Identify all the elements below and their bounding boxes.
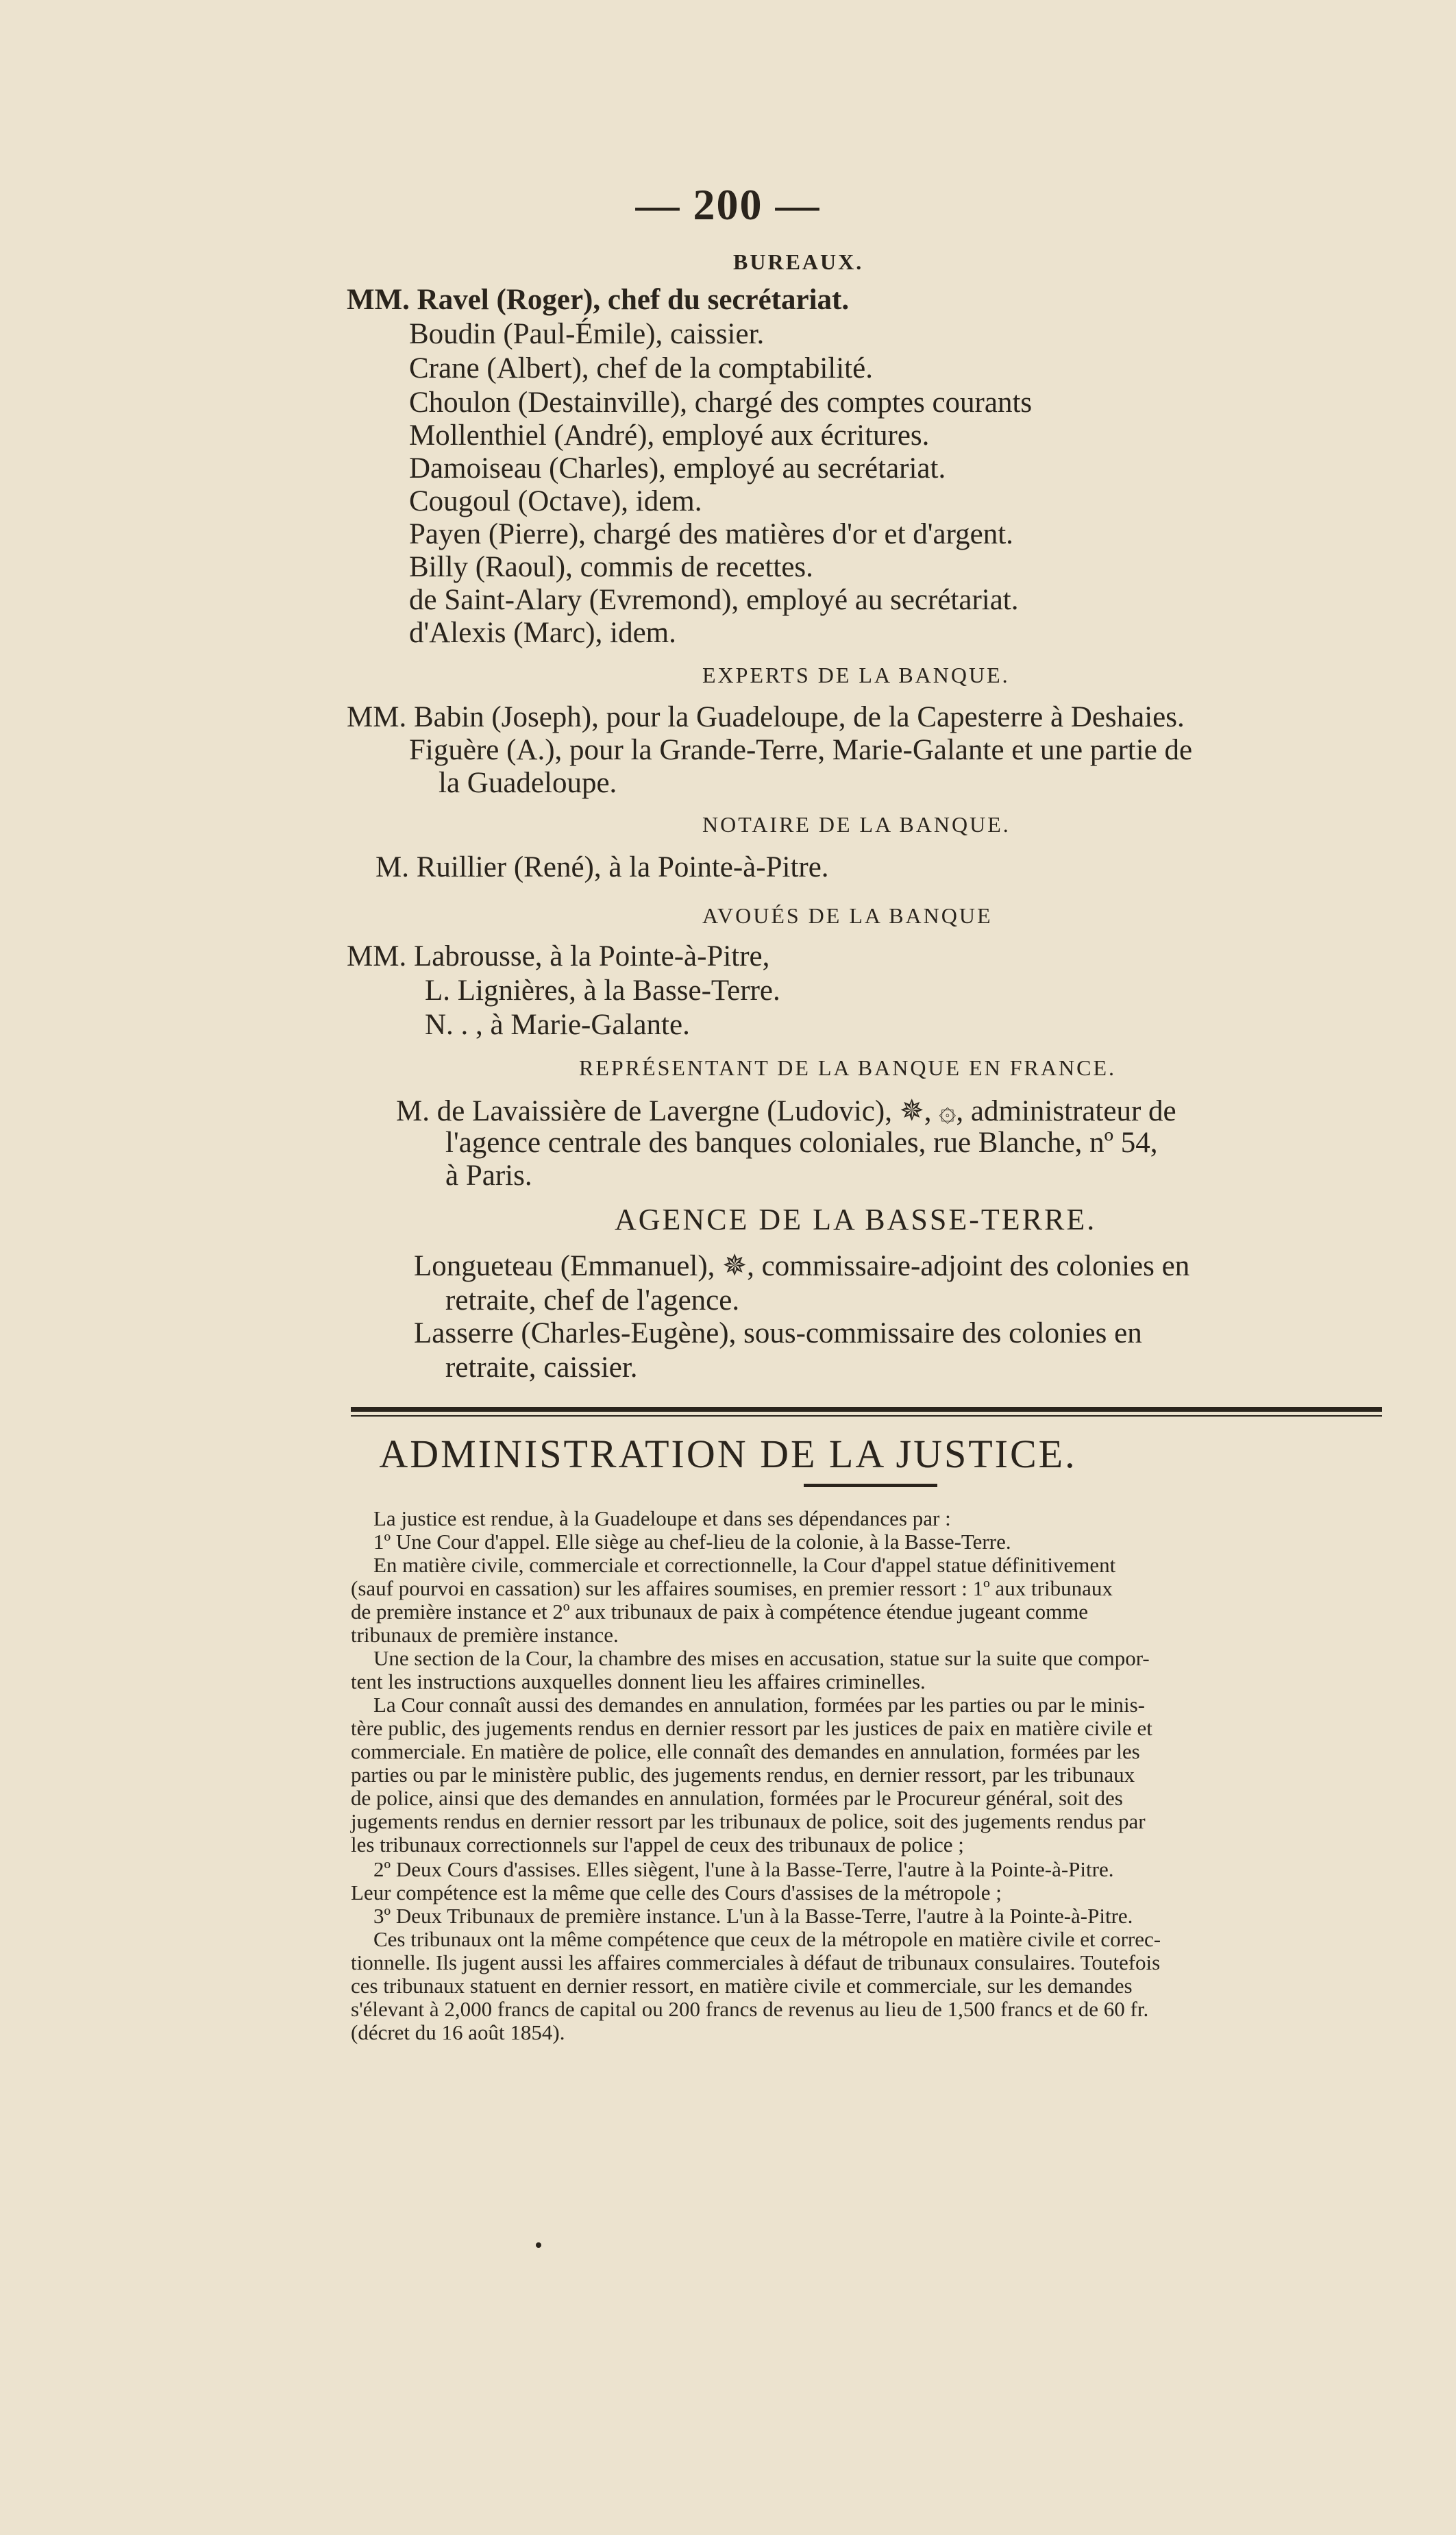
- text-line: à Paris.: [445, 1160, 532, 1192]
- section-heading-notaire: NOTAIRE DE LA BANQUE.: [702, 812, 1011, 837]
- text-line: tère public, des jugements rendus en dernier ressort par les justices de paix en matière civile et: [351, 1716, 1152, 1740]
- text-line: retraite, caissier.: [445, 1351, 638, 1384]
- section-heading-agence: AGENCE DE LA BASSE-TERRE.: [615, 1203, 1097, 1236]
- text-line: tent les instructions auxquelles donnent lieu les affaires criminelles.: [351, 1669, 926, 1693]
- text-line: retraite, chef de l'agence.: [445, 1284, 740, 1317]
- text-line: les tribunaux correctionnels sur l'appel de ceux des tribunaux de police ;: [351, 1833, 964, 1857]
- text-line: Cougoul (Octave), idem.: [409, 485, 702, 517]
- text-line: Choulon (Destainville), chargé des comptes courants: [409, 387, 1033, 419]
- title-underline: [804, 1484, 937, 1487]
- text-line: (décret du 16 août 1854).: [351, 2020, 565, 2044]
- text-line: ces tribunaux statuent en dernier ressort, en matière civile et commerciale, sur les demandes: [351, 1974, 1133, 1998]
- section-heading-experts: EXPERTS DE LA BANQUE.: [702, 663, 1010, 687]
- text-line: Figuère (A.), pour la Grande-Terre, Marie-Galante et une partie de: [409, 734, 1193, 766]
- section-heading-bureaux: BUREAUX.: [733, 249, 864, 274]
- text-line: s'élevant à 2,000 francs de capital ou 200 francs de revenus au lieu de 1,500 francs et de 60 fr.: [351, 1997, 1149, 2021]
- section-divider-thin: [351, 1415, 1382, 1417]
- text-line: jugements rendus en dernier ressort par les tribunaux de police, soit des jugements rendus par: [351, 1809, 1146, 1833]
- text-line: la Guadeloupe.: [439, 767, 617, 799]
- ink-speck: [536, 2242, 541, 2248]
- text-line: Leur compétence est la même que celle des Cours d'assises de la métropole ;: [351, 1881, 1002, 1905]
- text-line: (sauf pourvoi en cassation) sur les affaires soumises, en premier ressort : 1º aux tribunaux: [351, 1576, 1113, 1600]
- text-line: d'Alexis (Marc), idem.: [409, 617, 676, 649]
- text-line: Une section de la Cour, la chambre des mises en accusation, statue sur la suite que compor-: [373, 1646, 1150, 1670]
- section-heading-representant: REPRÉSENTANT DE LA BANQUE EN FRANCE.: [579, 1055, 1116, 1080]
- text-line: Billy (Raoul), commis de recettes.: [409, 551, 813, 583]
- text-line: commerciale. En matière de police, elle connaît des demandes en annulation, formées par les: [351, 1739, 1140, 1763]
- text-line: L. Lignières, à la Basse-Terre.: [425, 975, 780, 1007]
- text-line: Longueteau (Emmanuel), ✵, commissaire-adjoint des colonies en: [414, 1250, 1190, 1282]
- text-line: M. Ruillier (René), à la Pointe-à-Pitre.: [375, 851, 829, 883]
- text-line: 3º Deux Tribunaux de première instance. L'un à la Basse-Terre, l'autre à la Pointe-à-Pitre.: [373, 1904, 1133, 1928]
- text-line: parties ou par le ministère public, des jugements rendus, en dernier ressort, par les tribunaux: [351, 1763, 1135, 1787]
- text-line: 1º Une Cour d'appel. Elle siège au chef-lieu de la colonie, à la Basse-Terre.: [373, 1530, 1011, 1554]
- text-line: MM. Labrousse, à la Pointe-à-Pitre,: [347, 940, 770, 972]
- text-line: tionnelle. Ils jugent aussi les affaires commerciales à défaut de tribunaux consulaires. Toutefois: [351, 1950, 1161, 1974]
- text-line: de première instance et 2º aux tribunaux de paix à compétence étendue jugeant comme: [351, 1600, 1089, 1624]
- text-line: MM. Ravel (Roger), chef du secrétariat.: [347, 284, 850, 316]
- text-line: M. de Lavaissière de Lavergne (Ludovic), ✵, ۞, administrateur de: [396, 1095, 1176, 1127]
- text-line: La Cour connaît aussi des demandes en annulation, formées par les parties ou par le minis-: [373, 1693, 1146, 1717]
- text-line: Damoiseau (Charles), employé au secrétariat.: [409, 452, 946, 485]
- text-line: La justice est rendue, à la Guadeloupe et dans ses dépendances par :: [373, 1506, 951, 1530]
- text-line: En matière civile, commerciale et correctionnelle, la Cour d'appel statue définitivement: [373, 1553, 1116, 1577]
- text-line: Boudin (Paul-Émile), caissier.: [409, 318, 765, 350]
- text-line: de Saint-Alary (Evremond), employé au secrétariat.: [409, 584, 1019, 616]
- text-line: Lasserre (Charles-Eugène), sous-commissaire des colonies en: [414, 1317, 1142, 1349]
- text-line: MM. Babin (Joseph), pour la Guadeloupe, de la Capesterre à Deshaies.: [347, 701, 1185, 733]
- justice-title: ADMINISTRATION DE LA JUSTICE.: [379, 1432, 1077, 1476]
- text-line: Crane (Albert), chef de la comptabilité.: [409, 352, 873, 384]
- text-line: 2º Deux Cours d'assises. Elles siègent, l'une à la Basse-Terre, l'autre à la Pointe-à-Pitre.: [373, 1857, 1114, 1881]
- text-line: Mollenthiel (André), employé aux écritures.: [409, 419, 930, 452]
- page-number: — 200 —: [635, 180, 821, 229]
- text-line: l'agence centrale des banques coloniales, rue Blanche, nº 54,: [445, 1127, 1158, 1159]
- text-line: tribunaux de première instance.: [351, 1623, 619, 1647]
- text-line: de police, ainsi que des demandes en annulation, formées par le Procureur général, soit des: [351, 1786, 1123, 1810]
- section-divider: [351, 1407, 1382, 1412]
- text-line: Payen (Pierre), chargé des matières d'or et d'argent.: [409, 518, 1013, 550]
- text-line: Ces tribunaux ont la même compétence que ceux de la métropole en matière civile et correc-: [373, 1927, 1161, 1951]
- text-line: N. . , à Marie-Galante.: [425, 1009, 690, 1041]
- section-heading-avoues: AVOUÉS DE LA BANQUE: [702, 903, 993, 928]
